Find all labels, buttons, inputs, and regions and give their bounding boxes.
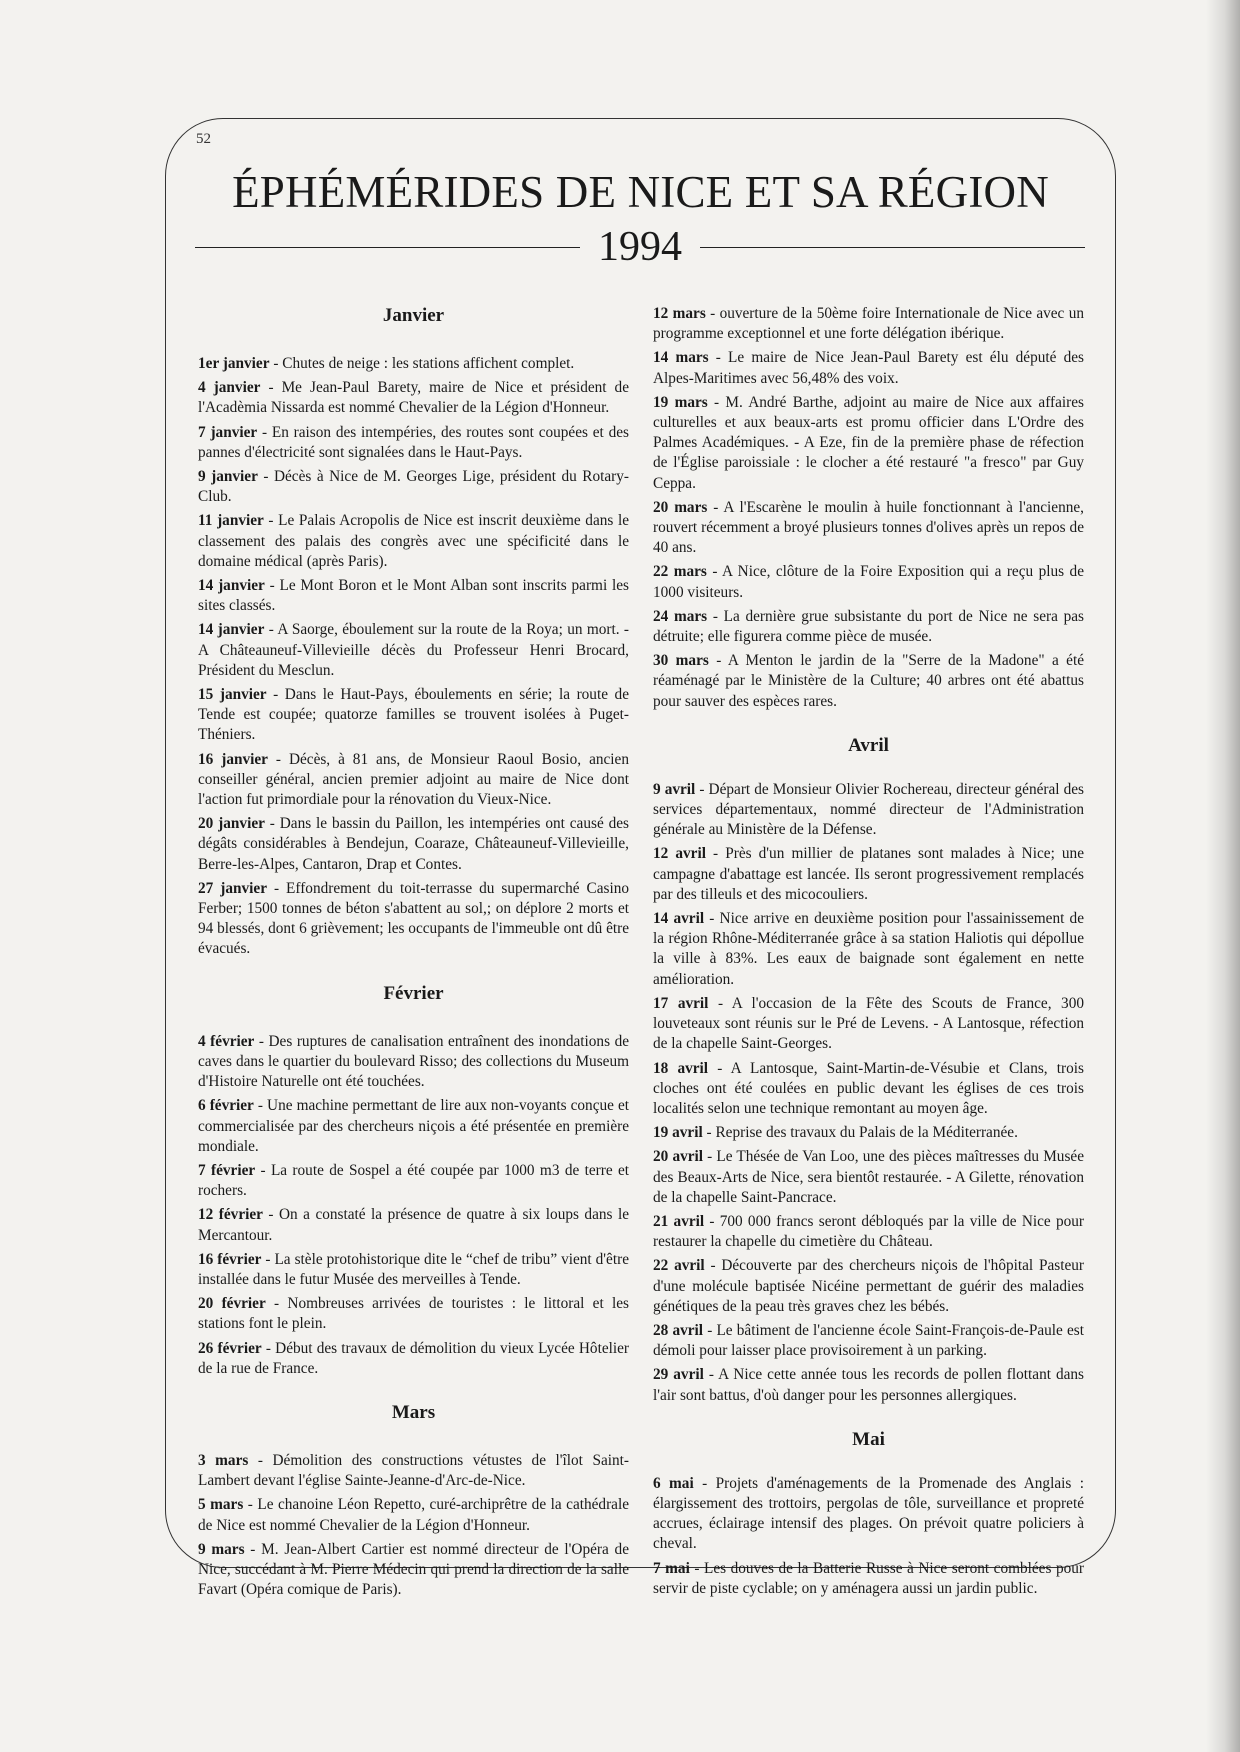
entry-date: 9 avril (653, 780, 696, 798)
entry-date: 7 janvier (198, 423, 258, 441)
entry-date: 19 avril (653, 1124, 703, 1142)
entry-text: - Démolition des constructions vétustes de l'îlot Saint-Lambert devant l'église Sainte-Jeanne-d'Arc-de-Nice. (198, 1451, 630, 1490)
entry (198, 511, 629, 572)
entry-date: 18 avril (653, 1059, 709, 1077)
entry-text: - En raison des intempéries, des routes sont coupées et des pannes d'électricité sont signalées dans le Haut-Pays. (198, 423, 629, 461)
entry-date: 30 mars (653, 652, 709, 670)
entry-text: - La stèle protohistorique dite le “chef de tribu” vient d'être installée dans le futur Musée des merveilles à Tende. (198, 1250, 629, 1288)
year: 1994 (598, 224, 682, 270)
year-rule-right (700, 247, 1085, 248)
entry-text: - Début des travaux de démolition du vieux Lycée Hôtelier de la rue de France. (198, 1339, 629, 1377)
entry-text: - Le bâtiment de l'ancienne école Saint-François-de-Paule est démoli pour laisser place provisoirement à un parking. (653, 1321, 1084, 1360)
entry-date: 1er janvier (198, 355, 270, 372)
page-gutter-shadow (1206, 0, 1240, 1752)
entry-text: - A l'occasion de la Fête des Scouts de France, 300 louveteaux sont réunis sur le Pré de Levens. - A Lantosque, réfection de la chapelle Saint-Georges. (653, 994, 1084, 1053)
entry (653, 393, 1084, 494)
entry-text: - Le Palais Acropolis de Nice est inscrit deuxième dans le classement des palais des congrès avec une spécificité dans le domaine médical (après Paris). (198, 512, 629, 570)
page-number: 52 (196, 131, 211, 147)
entry-text: - Le maire de Nice Jean-Paul Barety est élu député des Alpes-Maritimes avec 56,48% des voix. (653, 349, 1084, 387)
entry-date: 12 février (198, 1206, 263, 1224)
entry-date: 12 avril (653, 845, 706, 863)
entry (198, 1032, 629, 1093)
entry-date: 9 janvier (198, 468, 258, 486)
entry (653, 1059, 1084, 1120)
entry-text: - La dernière grue subsistante du port de Nice ne sera pas détruite; elle figurera comme pièce de musée. (653, 607, 1084, 646)
entry-date: 6 mai (653, 1474, 694, 1492)
entry (653, 844, 1084, 905)
entry-text: - ouverture de la 50ème foire Internationale de Nice avec un programme exceptionnel et une forte délégation ibérique. (653, 305, 1084, 343)
entry (198, 467, 629, 507)
entry-text: - A Saorge, éboulement sur la route de la Roya; un mort. - A Châteauneuf-Villevieille décès du Professeur Henri Brocard, Président du Mesclun. (198, 621, 629, 679)
entry (198, 1294, 629, 1334)
entry-text: - Le Mont Boron et le Mont Alban sont inscrits parmi les sites classés. (198, 577, 629, 615)
entry-date: 15 janvier (198, 686, 267, 704)
entry-date: 14 mars (653, 349, 709, 367)
entry (198, 750, 629, 811)
entry-date: 12 mars (653, 305, 706, 322)
entry-date: 24 mars (653, 607, 708, 625)
entry (653, 1559, 1084, 1599)
entry-date: 4 février (198, 1032, 255, 1050)
month-heading-mars: Mars (391, 1401, 436, 1423)
entry-date: 20 avril (653, 1148, 704, 1166)
entry (198, 1451, 629, 1491)
entry (198, 620, 629, 681)
entry-text: - Dans le Haut-Pays, éboulements en série; la route de Tende est coupée; quatorze familles se trouvent isolées à Puget-Théniers. (198, 686, 629, 744)
entry (198, 1205, 629, 1245)
entry (198, 1339, 629, 1379)
entry-date: 26 février (198, 1339, 262, 1357)
entry-text: - Une machine permettant de lire aux non-voyants conçue et commercialisée par des chercheurs niçois a été présentée en première mondiale. (198, 1097, 630, 1155)
entry-text: - A Nice cette année tous les records de pollen flottant dans l'air sont battus, d'où danger pour les personnes allergiques. (653, 1366, 1084, 1404)
entry (653, 348, 1084, 388)
entry (653, 304, 1084, 344)
entry-date: 5 mars (198, 1496, 244, 1514)
entry (653, 1365, 1084, 1405)
entry-date: 7 mai (653, 1559, 690, 1577)
entry-date: 28 avril (653, 1321, 704, 1339)
entry-date: 14 avril (653, 910, 705, 928)
entries-fevrier (198, 1032, 629, 1379)
entry (653, 780, 1084, 841)
year-rule-left (195, 247, 580, 248)
entry-date: 9 mars (198, 1540, 245, 1558)
entry-text: - M. André Barthe, adjoint au maire de Nice aux affaires culturelles et aux beaux-arts est promu officier dans L'Ordre des Palmes Académiques. - A Eze, fin de la première phase de réfection de l'Église paroissiale : le clocher a été restauré "a fresco" par Guy Ceppa. (653, 393, 1084, 492)
month-heading-avril: Avril (848, 734, 889, 756)
entries-avril (653, 780, 1084, 1406)
right-column (653, 304, 1084, 1603)
month-heading-mai: Mai (852, 1428, 885, 1450)
entry-text: - Reprise des travaux du Palais de la Méditerranée. (702, 1124, 1018, 1142)
entry-text: - Dans le bassin du Paillon, les intempéries ont causé des dégâts considérables à Bendejun, Coaraze, Châteauneuf-Villevieille, Berre-les-Alpes, Cantaron, Drap et Contes. (198, 815, 629, 873)
entry-text: - Nice arrive en deuxième position pour l'assainissement de la région Rhône-Méditerranée grâce à sa station Haliotis qui dépollue la ville à 83%. Les eaux de baignade sont également en nette amélioration. (653, 910, 1084, 988)
entry-date: 21 avril (653, 1212, 705, 1230)
entry-text: - M. Jean-Albert Cartier est nommé directeur de l'Opéra de Nice, succédant à M. Pierre Médecin qui prend la direction de la salle Favart (Opéra comique de Paris). (198, 1540, 629, 1599)
entry (653, 651, 1084, 712)
entry (653, 994, 1084, 1055)
entry-text: - Le chanoine Léon Repetto, curé-archiprêtre de la cathédrale de Nice est nommé Chevalier de la Légion d'Honneur. (198, 1496, 629, 1534)
month-heading-fevrier: Février (383, 982, 444, 1004)
entry-text: - Projets d'aménagements de la Promenade des Anglais : élargissement des trottoirs, pergolas de tôle, surveillance et propreté accrues, éclairage intensif des plages. On prévoit quatre policiers à cheval. (653, 1474, 1084, 1553)
entry (653, 607, 1084, 647)
entry-text: - Décès à Nice de M. Georges Lige, président du Rotary-Club. (198, 468, 629, 506)
year-heading (195, 222, 1085, 272)
entry-date: 27 janvier (198, 879, 267, 897)
entry (198, 1540, 629, 1601)
entry (653, 1123, 1084, 1143)
entry-text: - Le Thésée de Van Loo, une des pièces maîtresses du Musée des Beaux-Arts de Nice, sera bientôt restaurée. - A Gilette, rénovation de la chapelle Saint-Pancrace. (653, 1148, 1084, 1206)
entry (198, 378, 629, 418)
entry-text: - Départ de Monsieur Olivier Rochereau, directeur général des services départementaux, nommé directeur de l'Administration générale au Ministère de la Défense. (653, 780, 1084, 839)
entry-text: - Effondrement du toit-terrasse du supermarché Casino Ferber; 1500 tonnes de béton s'abattent au sol,; on déplore 2 morts et 94 blessés, dont 6 grièvement; les occupants de l'immeuble ont dû être évacués. (198, 879, 629, 958)
entry-text: - Chutes de neige : les stations affichent complet. (269, 355, 575, 372)
entry-text: - A Lantosque, Saint-Martin-de-Vésubie et Clans, trois cloches ont été coulées en public devant les églises de ces trois localités selon une technique remontant au moyen âge. (653, 1059, 1084, 1117)
entry (198, 423, 629, 463)
entry (198, 814, 629, 875)
entry (653, 1321, 1084, 1361)
entry-text: - Découverte par des chercheurs niçois de l'hôpital Pasteur d'une molécule baptisée Nicéine permettant de guérir des maladies génétiques de la peau très graves chez les bébés. (653, 1257, 1084, 1315)
entry-date: 11 janvier (198, 512, 264, 530)
entry-text: - Près d'un millier de platanes sont malades à Nice; une campagne d'abattage est lancée. Ils seront progressivement remplacés par des tilleuls et des micocouliers. (653, 845, 1084, 903)
entry (653, 1147, 1084, 1208)
entry (198, 1161, 629, 1201)
entry-date: 4 janvier (198, 379, 261, 397)
entry (198, 1250, 629, 1290)
entry-date: 16 février (198, 1250, 262, 1268)
entry (653, 562, 1084, 602)
entry (653, 498, 1084, 559)
entry-text: - Me Jean-Paul Barety, maire de Nice et président de l'Acadèmia Nissarda est nommé Chevalier de la Légion d'Honneur. (198, 379, 629, 417)
entry-text: - Nombreuses arrivées de touristes : le littoral et les stations font le plein. (198, 1295, 629, 1333)
page-title: ÉPHÉMÉRIDES DE NICE ET SA RÉGION (232, 167, 1049, 217)
entry (653, 1212, 1084, 1252)
entry-date: 14 janvier (198, 621, 265, 639)
entry-date: 22 avril (653, 1257, 705, 1275)
entry-date: 6 février (198, 1097, 254, 1115)
entry-date: 29 avril (653, 1366, 704, 1384)
entry-date: 3 mars (198, 1451, 249, 1469)
entry-text: - A l'Escarène le moulin à huile fonctionnant à l'ancienne, rouvert récemment a broyé plusieurs tonnes d'olives après un repos de 40 ans. (653, 498, 1084, 557)
entries-mars-right (653, 304, 1084, 712)
entry-date: 19 mars (653, 393, 708, 411)
entry (653, 909, 1084, 990)
month-heading-janvier: Janvier (382, 305, 445, 326)
entries-mars-left (198, 1451, 629, 1600)
entry-text: - La route de Sospel a été coupée par 1000 m3 de terre et rochers. (198, 1161, 630, 1200)
entry-text: - On a constaté la présence de quatre à six loups dans le Mercantour. (198, 1206, 629, 1244)
entry-date: 22 mars (653, 563, 707, 581)
entry (198, 1495, 629, 1535)
entry-date: 17 avril (653, 994, 709, 1012)
entry-text: - Les douves de la Batterie Russe à Nice seront comblées pour servir de piste cyclable; on y aménagera aussi un jardin public. (653, 1559, 1084, 1597)
entry-date: 16 janvier (198, 750, 268, 768)
entry-date: 14 janvier (198, 577, 265, 595)
entry-text: - A Menton le jardin de la "Serre de la Madone" a été réaménagé par le Ministère de la Culture; 40 arbres ont été abattus pour sauver des espèces rares. (653, 652, 1084, 710)
entry-text: - 700 000 francs seront débloqués par la ville de Nice pour restaurer la chapelle du cimetière du Château. (653, 1212, 1084, 1251)
entry (653, 1256, 1084, 1317)
entry (198, 354, 629, 374)
entry-date: 20 février (198, 1295, 266, 1313)
entry (198, 685, 629, 746)
entry-text: - Des ruptures de canalisation entraînent des inondations de caves dans le quartier du boulevard Risso; des collections du Museum d'Histoire Naturelle ont été touchées. (198, 1032, 630, 1091)
entries-janvier (198, 354, 629, 960)
entry-date: 7 février (198, 1161, 256, 1179)
entry (198, 576, 629, 616)
entries-mai (653, 1474, 1084, 1599)
entry-text: - A Nice, clôture de la Foire Exposition qui a reçu plus de 1000 visiteurs. (653, 563, 1084, 601)
entry-text: - Décès, à 81 ans, de Monsieur Raoul Bosio, ancien conseiller général, ancien premier adjoint au maire de Nice dont l'action fut primordiale pour la rénovation du Vieux-Nice. (198, 750, 629, 809)
entry (198, 879, 629, 960)
entry (198, 1096, 629, 1157)
entry-date: 20 janvier (198, 815, 265, 833)
left-column (198, 304, 629, 1604)
entry (653, 1474, 1084, 1555)
entry-date: 20 mars (653, 498, 708, 516)
